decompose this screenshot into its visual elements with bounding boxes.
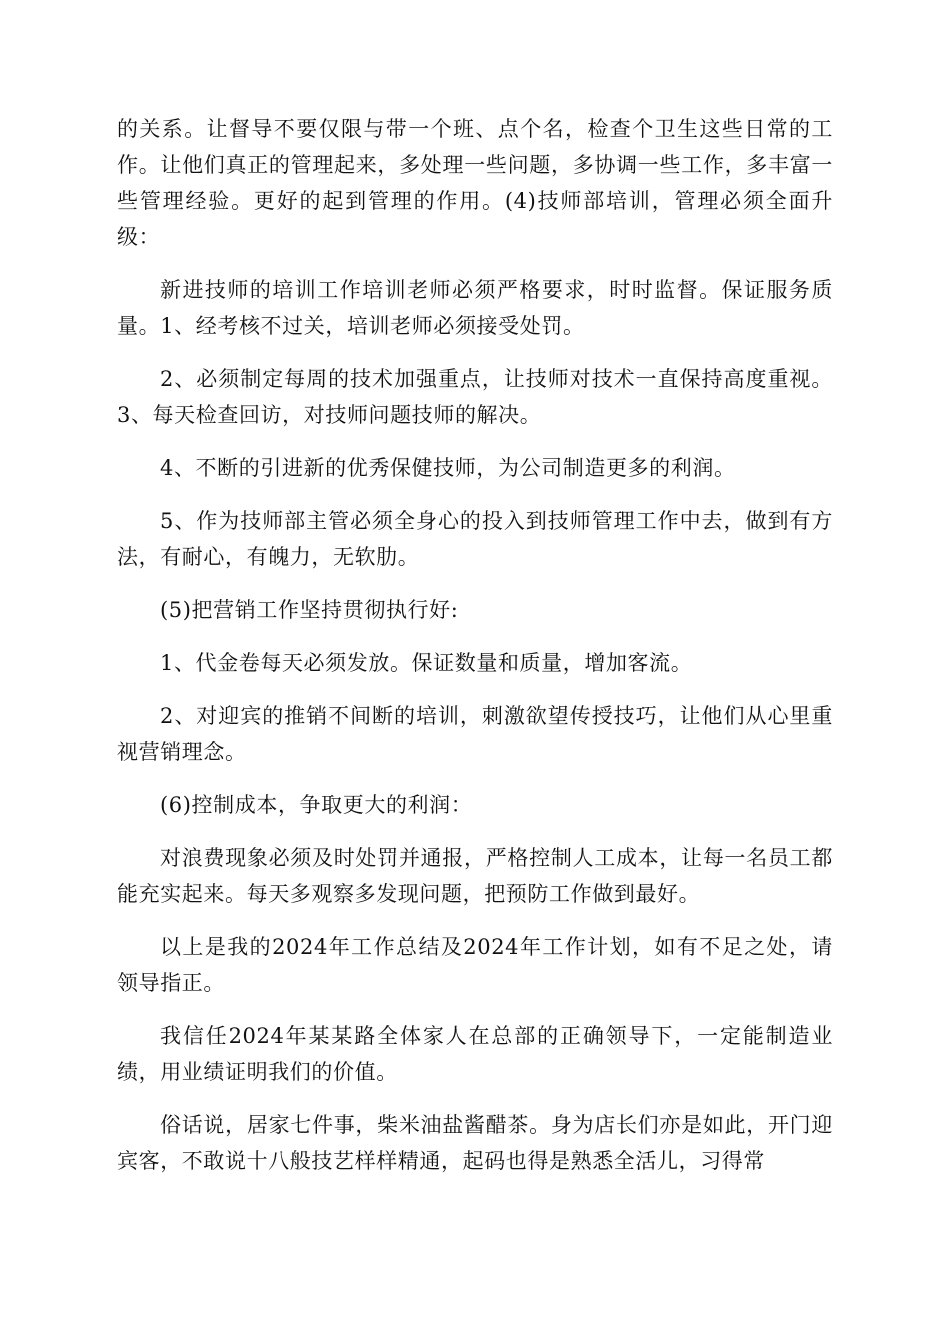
document-body	[117, 111, 833, 1196]
paragraph-13: 俗话说，居家七件事，柴米油盐酱醋茶。身为店长们亦是如此，开门迎宾客，不敢说十八般技艺样样精通，起码也得是熟悉全活儿，习得常	[117, 1113, 833, 1173]
paragraph-9: (6)控制成本，争取更大的利润：	[160, 793, 473, 817]
paragraph-8: 2、对迎宾的推销不间断的培训，刺激欲望传授技巧，让他们从心里重视营销理念。	[117, 704, 833, 764]
paragraph-6: (5)把营销工作坚持贯彻执行好:	[160, 598, 459, 622]
paragraph-12: 我信任2024年某某路全体家人在总部的正确领导下，一定能制造业绩，用业绩证明我们的价值。	[117, 1024, 833, 1084]
paragraph-4: 4、不断的引进新的优秀保健技师，为公司制造更多的利润。	[160, 456, 736, 480]
paragraph-5: 5、作为技师部主管必须全身心的投入到技师管理工作中去，做到有方法，有耐心，有魄力，无软肋。	[117, 509, 833, 569]
paragraph-3: 2、必须制定每周的技术加强重点，让技师对技术一直保持高度重视。3、每天检查回访，对技师问题技师的解决。	[117, 367, 833, 427]
paragraph-2: 新进技师的培训工作培训老师必须严格要求，时时监督。保证服务质量。1、经考核不过关，培训老师必须接受处罚。	[117, 278, 833, 338]
paragraph-10: 对浪费现象必须及时处罚并通报，严格控制人工成本，让每一名员工都能充实起来。每天多观察多发现问题，把预防工作做到最好。	[117, 846, 833, 906]
paragraph-11: 以上是我的2024年工作总结及2024年工作计划，如有不足之处，请领导指正。	[117, 935, 833, 995]
paragraph-1: 的关系。让督导不要仅限与带一个班、点个名，检查个卫生这些日常的工作。让他们真正的管理起来，多处理一些问题，多协调一些工作，多丰富一些管理经验。更好的起到管理的作用。(4)技师部培训，管理必须全面升级：	[117, 117, 833, 249]
paragraph-7: 1、代金卷每天必须发放。保证数量和质量，增加客流。	[160, 651, 693, 675]
